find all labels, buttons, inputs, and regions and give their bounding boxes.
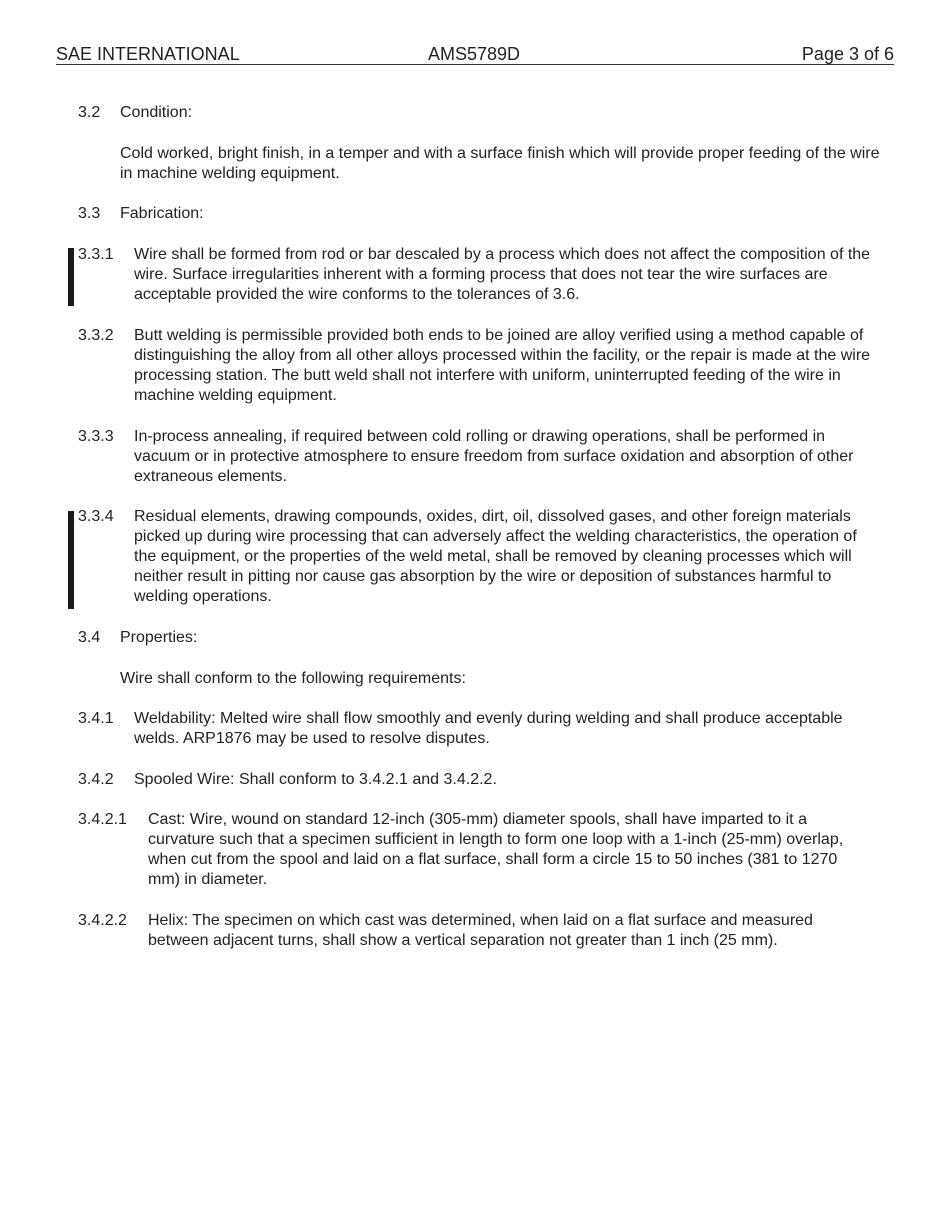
section-body: Butt welding is permissible provided both ends to be joined are alloy verified using a method capable of distinguishing the alloy from all other alloys processed within the facility, or the repair is made at the wire processing station. The butt weld shall not interfere with uniform, uninterrupted feeding of the wire in machine welding equipment. <box>134 327 871 404</box>
section-number: 3.4 <box>78 629 101 646</box>
header-doc-id: AMS5789D <box>428 44 521 64</box>
change-bar <box>68 511 74 609</box>
page-header <box>56 44 894 65</box>
section-body: In-process annealing, if required between cold rolling or drawing operations, shall be performed in vacuum or in protective atmosphere to ensure freedom from surface oxidation and absorption of other extraneous elements. <box>134 428 854 485</box>
section-title: Condition: <box>120 104 193 121</box>
section-number: 3.3 <box>78 205 101 222</box>
section-body: Cold worked, bright finish, in a temper and with a surface finish which will provide proper feeding of the wire in machine welding equipment. <box>120 145 880 182</box>
section-number: 3.4.2.1 <box>78 811 127 828</box>
section-number: 3.3.3 <box>78 428 114 445</box>
header-page-number: Page 3 of 6 <box>801 44 894 64</box>
section-number: 3.4.2 <box>78 771 114 788</box>
section-body: Spooled Wire: Shall conform to 3.4.2.1 and 3.4.2.2. <box>134 771 497 788</box>
header-org: SAE INTERNATIONAL <box>56 44 240 64</box>
section-number: 3.2 <box>78 104 101 121</box>
section-body: Cast: Wire, wound on standard 12-inch (305-mm) diameter spools, shall have imparted to it a curvature such that a specimen sufficient in length to form one loop with a 1-inch (25-mm) overlap, when cut from the spool and laid on a flat surface, shall form a circle 15 to 50 inches (381 to 1270 mm) in diameter. <box>148 811 844 888</box>
section-body: Helix: The specimen on which cast was determined, when laid on a flat surface and measured between adjacent turns, shall show a vertical separation not greater than 1 inch (25 mm). <box>148 912 813 949</box>
section-number: 3.4.2.2 <box>78 912 127 929</box>
section-number: 3.3.1 <box>78 246 114 263</box>
section-number: 3.3.4 <box>78 508 114 525</box>
section-title: Fabrication: <box>120 205 204 222</box>
section-body: Wire shall be formed from rod or bar descaled by a process which does not affect the composition of the wire. Surface irregularities inherent with a forming process that does not tear the wire surfaces are acceptable provided the wire conforms to the tolerances of 3.6. <box>134 246 871 303</box>
change-bar <box>68 248 74 306</box>
section-body: Weldability: Melted wire shall flow smoothly and evenly during welding and shall produce acceptable welds. ARP1876 may be used to resolve disputes. <box>134 710 843 747</box>
section-body: Wire shall conform to the following requirements: <box>120 670 466 687</box>
section-number: 3.4.1 <box>78 710 114 727</box>
section-title: Properties: <box>120 629 198 646</box>
section-body: Residual elements, drawing compounds, oxides, dirt, oil, dissolved gases, and other foreign materials picked up during wire processing that can adversely affect the welding characteristics, the operation of the equipment, or the properties of the weld metal, shall be removed by cleaning processes which will neither result in pitting nor cause gas absorption by the wire or deposition of substances harmful to welding operations. <box>134 508 857 605</box>
section-number: 3.3.2 <box>78 327 114 344</box>
